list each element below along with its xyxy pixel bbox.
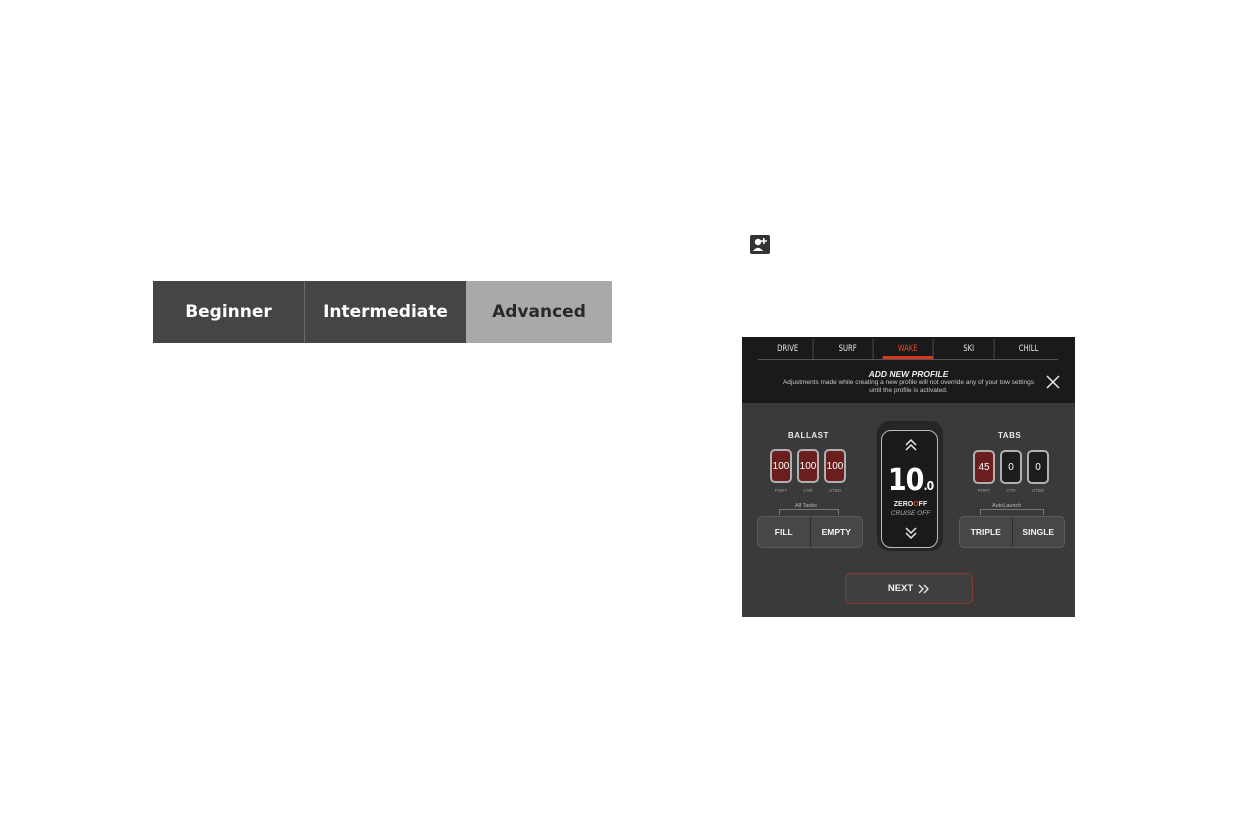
next-label: NEXT	[887, 583, 914, 594]
mode-tabs	[758, 339, 1058, 360]
double-chevron-up-icon[interactable]	[882, 431, 939, 459]
add-user-icon	[750, 235, 770, 254]
profile-title: ADD NEW PROFILE	[868, 369, 949, 379]
all-tanks-label: All Tanks	[792, 503, 820, 509]
brand-zero: ZERO	[893, 501, 914, 508]
single-button[interactable]: SINGLE	[1012, 517, 1065, 547]
ballast-stbd-label: STBD	[828, 488, 841, 493]
tab-stbd-label: STBD	[1031, 488, 1044, 493]
tab-ctr-label: CTR	[1006, 488, 1016, 493]
tab-port-label: PORT	[977, 488, 991, 493]
tab-ctr-value[interactable]: 0	[1000, 450, 1022, 484]
ballast-port-tank[interactable]: 100	[770, 449, 792, 483]
skill-level-selector	[153, 281, 612, 343]
tab-port-value[interactable]: 45	[973, 450, 995, 484]
tabs-label: TABS	[998, 431, 1022, 440]
fill-button[interactable]: FILL	[774, 527, 793, 537]
close-icon[interactable]	[1044, 373, 1062, 391]
intermediate-button[interactable]: Intermediate	[305, 281, 466, 343]
double-chevron-down-icon[interactable]	[882, 519, 939, 547]
tab-wake[interactable]: WAKE	[883, 339, 934, 359]
double-chevron-right-icon	[918, 584, 930, 594]
autolaunch-label: AutoLaunch	[989, 503, 1024, 509]
tab-surf[interactable]: SURF	[823, 339, 874, 359]
ballast-port-label: PORT	[774, 488, 788, 493]
advanced-button[interactable]: Advanced	[466, 281, 612, 343]
ballast-stbd-tank[interactable]: 100	[824, 449, 846, 483]
speed-control	[881, 430, 938, 548]
all-tanks-bracket	[779, 509, 839, 515]
speed-value	[882, 463, 939, 498]
ballast-ctr-label: CTR	[803, 488, 813, 493]
brand-ff: FF	[918, 501, 928, 508]
empty-button[interactable]: EMPTY	[810, 517, 863, 547]
profile-note: Adjustments made while creating a new profile will not override any of your tow settings until the profile is activated.	[782, 379, 1035, 394]
cruise-status: CRUISE OFF	[890, 510, 931, 517]
ballast-ctr-tank[interactable]: 100	[797, 449, 819, 483]
zero-off-logo	[882, 501, 939, 508]
tab-drive[interactable]: DRIVE	[763, 339, 814, 359]
speed-whole: 10	[887, 463, 924, 498]
triple-button[interactable]: TRIPLE	[970, 527, 1001, 537]
speed-decimal: .0	[923, 479, 934, 493]
helm-screen	[742, 337, 1075, 617]
tab-ski[interactable]: SKI	[943, 339, 994, 359]
tab-stbd-value[interactable]: 0	[1027, 450, 1049, 484]
brand-o: O	[913, 501, 919, 508]
tab-chill[interactable]: CHILL	[1018, 344, 1039, 354]
ballast-buttons	[757, 516, 863, 548]
next-button[interactable]	[845, 573, 973, 604]
header-panel	[742, 337, 1075, 403]
autolaunch-buttons	[959, 516, 1065, 548]
beginner-button[interactable]: Beginner	[153, 281, 305, 343]
ballast-label: BALLAST	[788, 431, 829, 440]
autolaunch-bracket	[980, 509, 1044, 515]
